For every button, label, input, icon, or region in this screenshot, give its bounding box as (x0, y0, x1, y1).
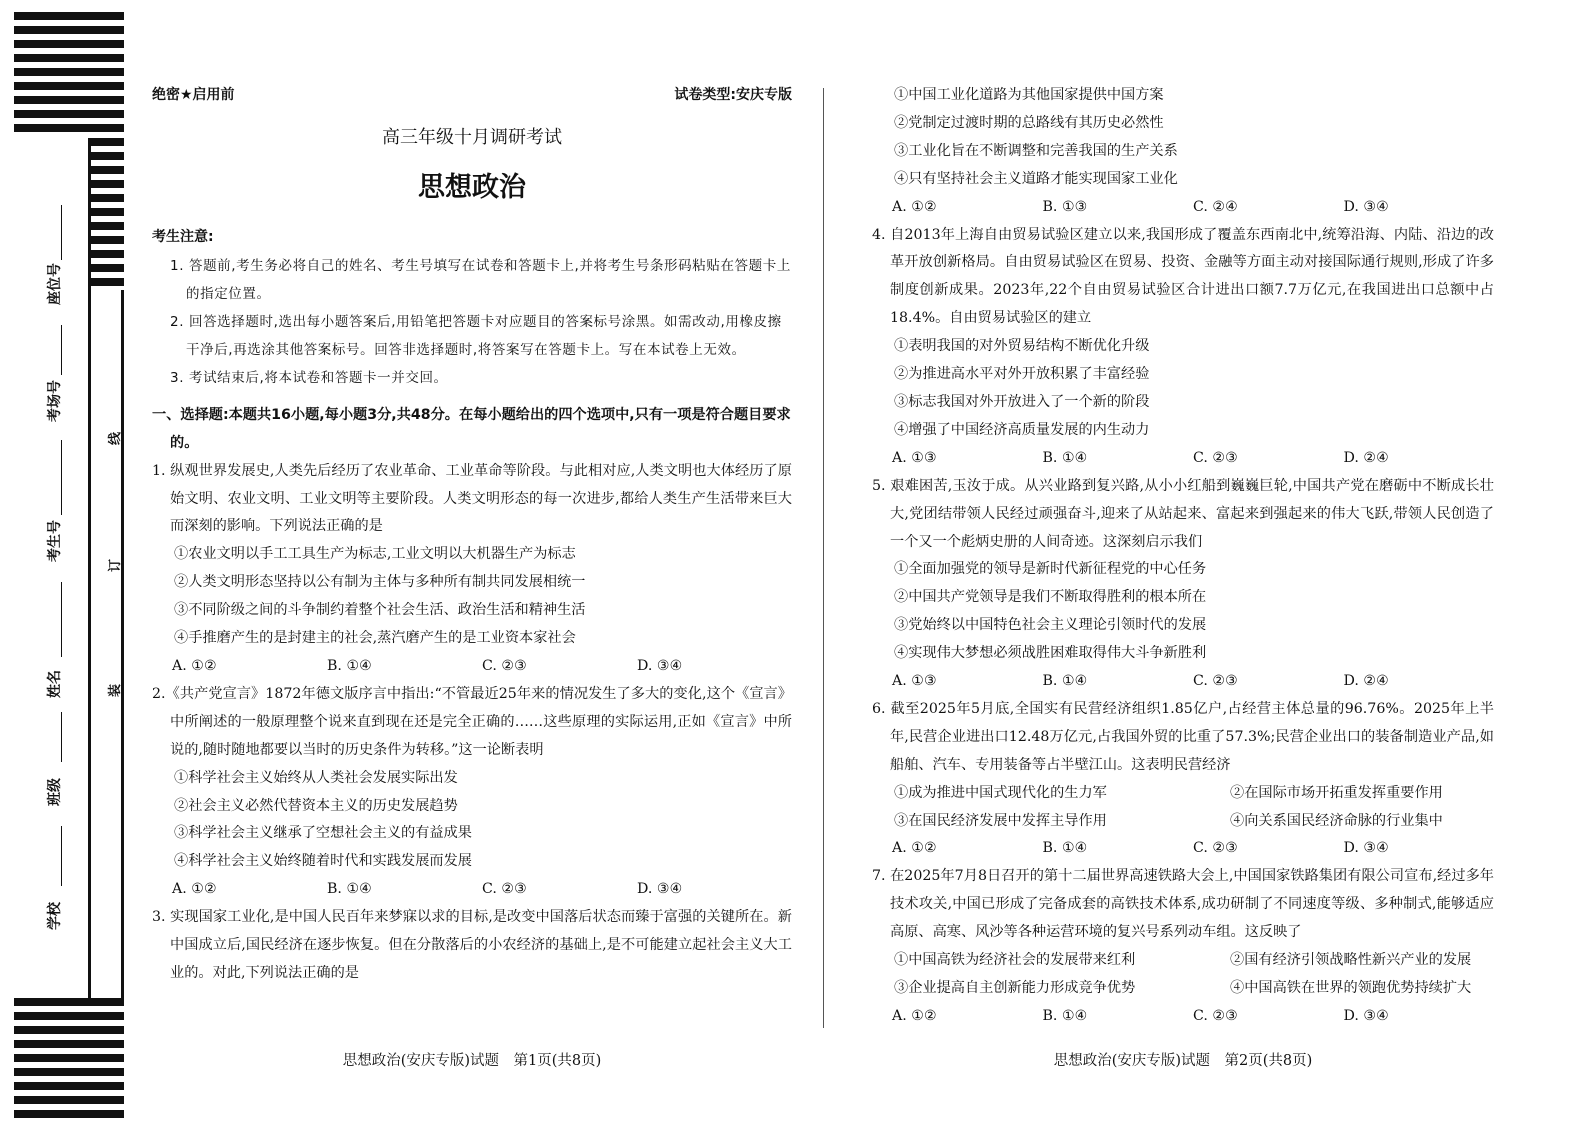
answer-d: D. ③④ (1343, 198, 1389, 215)
option: ①表明我国的对外贸易结构不断优化升级 (894, 338, 1150, 355)
question-1 (152, 458, 792, 681)
question-stem: 5. 艰难困苦,玉汝于成。从兴业路到复兴路,从小小红船到巍巍巨轮,中国共产党在磨砺中不断成长壮大,党团结带领人民经过顽强奋斗,迎来了从站起来、富起来到强起来的伟大飞跃,带领人民创造了一个又一个彪炳史册的人间奇迹。这深刻启示我们 (872, 477, 1494, 550)
answer-a: A. ①③ (892, 673, 937, 690)
question-stem: 7. 在2025年7月8日召开的第十二届世界高速铁路大会上,中国国家铁路集团有限公司宣布,经过多年技术攻关,中国已形成了完备成套的高铁技术体系,成功研制了不同速度等级、多种制式,能够适应高原、高寒、风沙等各种运营环境的复兴号系列动车组。这反映了 (872, 868, 1494, 941)
option: ③工业化旨在不断调整和完善我国的生产关系 (894, 142, 1178, 159)
option: ①科学社会主义始终从人类社会发展实际出发 (174, 769, 458, 786)
answer-b: B. ①④ (1042, 840, 1088, 857)
page-1-footer: 思想政治(安庆专版)试题 第1页(共8页) (342, 1053, 602, 1069)
answer-d: D. ③④ (637, 657, 683, 674)
question-2 (152, 681, 792, 904)
answer-a: A. ①③ (892, 449, 937, 466)
class-label: 班级 (47, 778, 63, 806)
option: ②在国际市场开拓重发挥重要作用 (1230, 784, 1443, 801)
exam-title: 高三年级十月调研考试 (382, 126, 562, 148)
answer-c: C. ②③ (1193, 1007, 1238, 1024)
option: ②人类文明形态坚持以公有制为主体与多种所有制共同发展相统一 (174, 574, 586, 591)
option: ①中国工业化道路为其他国家提供中国方案 (894, 87, 1164, 103)
answer-c: C. ②③ (1193, 840, 1238, 857)
answer-b: B. ①④ (1042, 673, 1088, 690)
answer-c: C. ②③ (1193, 673, 1238, 690)
answer-a: A. ①② (892, 840, 937, 857)
option-row (872, 780, 1494, 808)
answer-c: C. ②③ (1193, 449, 1238, 466)
confidential-mark: 绝密★启用前 (152, 87, 235, 103)
school-line (61, 826, 62, 886)
question-stem: 2.《共产党宣言》1872年德文版序言中指出:“不管最近25年来的情况发生了多大的变化,这个《宣言》中所阐述的一般原理整个说来直到现在还是完全正确的……这些原理的实际运用,正如《宣言》中所说的,随时随地都要以当时的历史条件为转移。”这一论断表明 (152, 685, 792, 758)
answer-d: D. ②④ (1343, 673, 1389, 690)
answer-d: D. ③④ (637, 881, 683, 898)
binding-mark-line: 线 (108, 431, 123, 445)
name-label: 姓名 (47, 670, 63, 698)
answer-choices (872, 1003, 1494, 1031)
answer-choices (872, 194, 1494, 222)
option: ③科学社会主义继承了空想社会主义的有益成果 (174, 825, 472, 842)
school-label: 学校 (47, 902, 63, 930)
page-header (152, 82, 792, 110)
option-row (872, 947, 1494, 975)
binding-mark-staple: 订 (108, 558, 123, 572)
option: ④只有坚持社会主义道路才能实现国家工业化 (894, 170, 1178, 187)
exam-room-line (61, 325, 62, 375)
option: ③企业提高自主创新能力形成竞争优势 (894, 980, 1136, 996)
column-divider (823, 88, 824, 1028)
answer-choices (872, 668, 1494, 696)
question-3-stem-block (152, 904, 792, 988)
option: ④手推磨产生的是封建主的社会,蒸汽磨产生的是工业资本家社会 (174, 630, 576, 647)
answer-b: B. ①③ (1042, 198, 1088, 215)
option: ②为推进高水平对外开放积累了丰富经验 (894, 366, 1150, 383)
option-row (872, 808, 1494, 836)
exam-room-label: 考场号 (47, 380, 63, 422)
seat-number-label: 座位号 (47, 263, 63, 305)
option: ④科学社会主义始终随着时代和实践发展而发展 (174, 853, 472, 870)
section-heading: 一、选择题:本题共16小题,每小题3分,共48分。在每小题给出的四个选项中,只有一项是符合题目要求的。 (152, 406, 791, 451)
option: ②社会主义必然代替资本主义的历史发展趋势 (174, 797, 458, 814)
option: ④中国高铁在世界的领跑优势持续扩大 (1230, 980, 1472, 996)
answer-choices (152, 876, 792, 904)
candidate-number-line (61, 440, 62, 515)
answer-c: C. ②③ (482, 881, 527, 898)
question-6 (872, 696, 1494, 863)
paper-type: 试卷类型:安庆专版 (674, 87, 792, 103)
question-stem: 6. 截至2025年5月底,全国实有民营经济组织1.85亿户,占经营主体总量的96.76%。2025年上半年,民营企业进出口12.48万亿元,占我国外贸的比重了57.3%;民营企业出口的装备制造业产品,如船舶、汽车、专用装备等占半壁江山。这表明民营经济 (872, 700, 1494, 773)
question-5 (872, 473, 1494, 696)
name-line (61, 582, 62, 657)
question-stem: 1. 纵观世界发展史,人类先后经历了农业革命、工业革命等阶段。与此相对应,人类文明也大体经历了原始文明、农业文明、工业文明等主要阶段。人类文明形态的每一次进步,都给人类生产生活带来巨大而深刻的影响。下列说法正确的是 (152, 462, 792, 535)
option: ④增强了中国经济高质量发展的内生动力 (894, 421, 1150, 438)
subject-title: 思想政治 (418, 171, 526, 203)
option: ④向关系国民经济命脉的行业集中 (1230, 812, 1443, 829)
answer-c: C. ②③ (482, 657, 527, 674)
answer-b: B. ①④ (1042, 449, 1088, 466)
answer-a: A. ①② (172, 881, 217, 898)
notice-item: 3. 考试结束后,将本试卷和答题卡一并交回。 (170, 369, 448, 386)
answer-b: B. ①④ (327, 657, 372, 674)
answer-d: D. ③④ (1343, 840, 1389, 857)
option: ④实现伟大梦想必须战胜困难取得伟大斗争新胜利 (894, 645, 1207, 662)
option: ②国有经济引领战略性新兴产业的发展 (1230, 952, 1472, 969)
question-stem: 4. 自2013年上海自由贸易试验区建立以来,我国形成了覆盖东西南北中,统筹沿海、内陆、沿边的改革开放创新格局。自由贸易试验区在贸易、投资、金融等方面主动对接国际通行规则,形成了许多制度创新成果。2023年,22个自由贸易试验区合计进出口额7.7万亿元,在我国进出口总额中占18.4%。自由贸易试验区的建立 (872, 226, 1494, 327)
answer-a: A. ①② (172, 657, 217, 674)
answer-c: C. ②④ (1193, 198, 1238, 215)
answer-d: D. ③④ (1343, 1007, 1389, 1024)
question-stem: 3. 实现国家工业化,是中国人民百年来梦寐以求的目标,是改变中国落后状态而臻于富强的关键所在。新中国成立后,国民经济在逐步恢复。但在分散落后的小农经济的基础上,是不可能建立起社会主义大工业的。对此,下列说法正确的是 (152, 909, 792, 981)
notice-heading: 考生注意: (152, 228, 214, 245)
option: ①中国高铁为经济社会的发展带来红利 (894, 952, 1136, 969)
option: ③标志我国对外开放进入了一个新的阶段 (894, 393, 1150, 410)
answer-choices (872, 445, 1494, 473)
page-1-column (152, 82, 792, 988)
candidate-number-label: 考生号 (47, 520, 63, 562)
question-4 (872, 222, 1494, 473)
answer-d: D. ②④ (1343, 449, 1389, 466)
answer-a: A. ①② (892, 1007, 937, 1024)
answer-choices (152, 653, 792, 681)
notice-item: 1. 答题前,考生务必将自己的姓名、考生号填写在试卷和答题卡上,并将考生号条形码粘贴在答题卡上的指定位置。 (170, 257, 791, 302)
answer-b: B. ①④ (327, 881, 372, 898)
option: ②中国共产党领导是我们不断取得胜利的根本所在 (894, 589, 1207, 606)
class-line (61, 712, 62, 762)
notice-item: 2. 回答选择题时,选出每小题答案后,用铅笔把答题卡对应题目的答案标号涂黑。如需改动,用橡皮擦干净后,再选涂其他答案标号。回答非选择题时,将答案写在答题卡上。写在本试卷上无效。 (170, 313, 782, 358)
page-2-footer: 思想政治(安庆专版)试题 第2页(共8页) (1053, 1053, 1313, 1069)
question-7 (872, 863, 1494, 1030)
option: ①农业文明以手工工具生产为标志,工业文明以大机器生产为标志 (174, 546, 576, 563)
option: ①成为推进中国式现代化的生力军 (894, 784, 1107, 801)
option: ③在国民经济发展中发挥主导作用 (894, 812, 1107, 829)
option: ③党始终以中国特色社会主义理论引领时代的发展 (894, 617, 1207, 634)
option: ②党制定过渡时期的总路线有其历史必然性 (894, 114, 1164, 131)
question-3-options (872, 82, 1494, 222)
page-2-column (872, 82, 1494, 1031)
option: ③不同阶级之间的斗争制约着整个社会生活、政治生活和精神生活 (174, 602, 586, 619)
option: ①全面加强党的领导是新时代新征程党的中心任务 (894, 561, 1207, 578)
option-row (872, 975, 1494, 1003)
answer-a: A. ①② (892, 198, 937, 215)
answer-choices (872, 835, 1494, 863)
answer-b: B. ①④ (1042, 1007, 1088, 1024)
seat-number-line (61, 205, 62, 260)
binding-mark-bind: 装 (108, 683, 123, 697)
